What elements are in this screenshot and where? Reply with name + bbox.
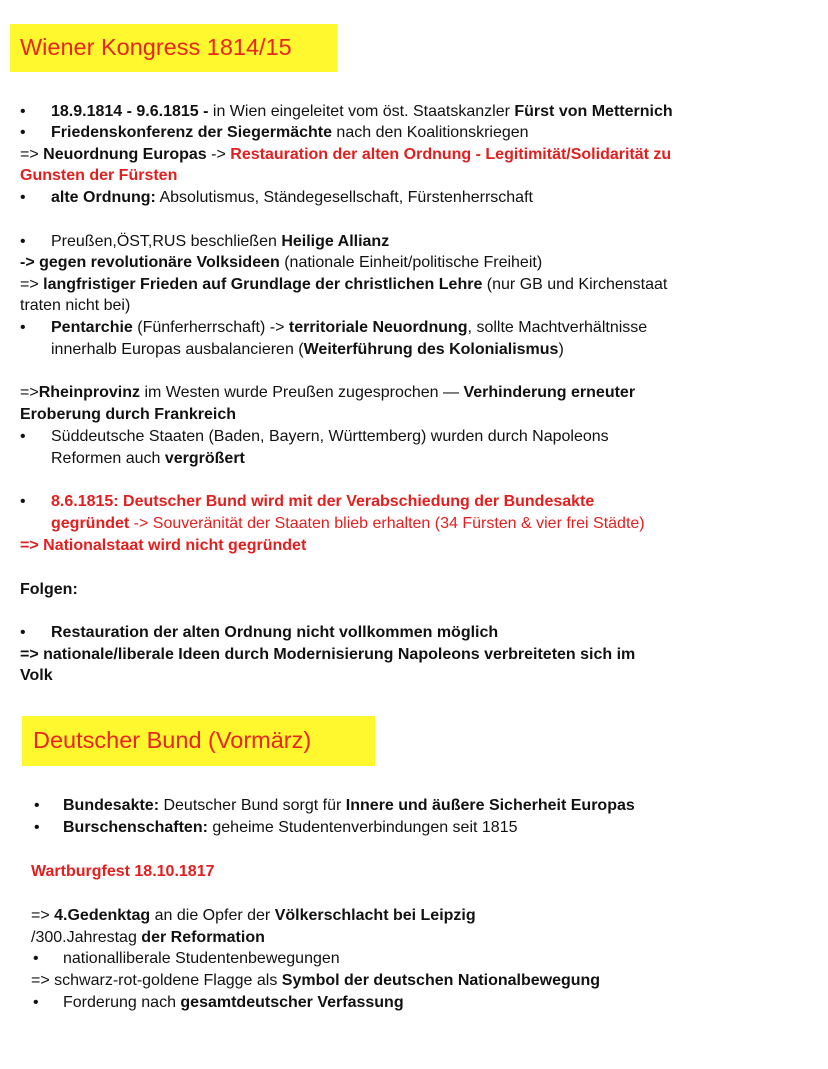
line-restauration: Restauration der alten Ordnung nicht vollkommen möglich [51,624,499,641]
text: an die Opfer der [150,907,275,924]
bullet: • [33,994,39,1011]
line-volk: Volk [20,667,53,684]
line-eroberung: Eroberung durch Frankreich [20,406,237,423]
text: (nur GB und Kirchenstaat [482,276,668,293]
text-bold: Weiterführung des Kolonialismus [303,341,559,358]
bullet: • [20,493,26,510]
line-burschenschaften [63,817,518,838]
section-heading-deutscher-bund [22,716,375,766]
text-bold: Völkerschlacht bei Leipzig [274,907,476,924]
text: Absolutismus, Ständegesellschaft, Fürstenherrschaft [155,189,533,206]
wartburgfest-label: Wartburgfest 18.10.1817 [31,863,215,880]
line-rheinprovinz [20,382,635,403]
text: /300.Jahrestag [31,929,142,946]
text: Forderung nach [63,994,181,1011]
line-alte-ordnung [51,187,533,208]
text: Deutscher Bund sorgt für [159,797,346,814]
text-bold: der Reformation [141,929,265,946]
text: geheime Studentenverbindungen seit 1815 [207,819,518,836]
line-ausbalancieren [51,339,564,360]
line-jahrestag [31,927,265,948]
line-gunsten: Gunsten der Fürsten [20,167,178,184]
bullet: • [34,797,40,814]
line-verfassung [63,992,404,1013]
text-bold: alte Ordnung: [51,189,156,206]
line-ideen: => nationale/liberale Ideen durch Modernisierung Napoleons verbreiteten sich im [20,646,636,663]
text: nach den Koalitionskriegen [331,124,529,141]
text: innerhalb Europas ausbalancieren ( [51,341,304,358]
text: in Wien eingeleitet vom öst. Staatskanzler [208,103,515,120]
heading-text: Deutscher Bund (Vormärz) [33,727,312,754]
text: => [20,276,44,293]
text-bold: gesamtdeutscher Verfassung [180,994,404,1011]
text-bold: gegründet [51,515,130,532]
text-bold: langfristiger Frieden auf Grundlage der christlichen Lehre [43,276,483,293]
text-bold: Bundesakte: [63,797,160,814]
text-bold: 18.9.1814 - 9.6.1815 - [51,103,209,120]
bullet: • [20,624,26,641]
bullet: • [20,189,26,206]
text: im Westen wurde Preußen zugesprochen — [140,384,464,401]
line-dates [51,101,673,122]
text: (nationale Einheit/politische Freiheit) [279,254,543,271]
line-sueddeutsche: Süddeutsche Staaten (Baden, Bayern, Württemberg) wurden durch Napoleons [51,428,609,445]
section-heading-wiener-kongress [10,24,337,72]
text-bold: Fürst von Metternich [514,103,673,120]
line-reformen [51,448,245,469]
text: (Fünferherrschaft) -> [132,319,289,336]
line-neuordnung [20,144,671,165]
line-heilige-allianz [51,231,389,252]
line-traten: traten nicht bei) [20,297,131,314]
text: => [20,384,39,401]
heading-text: Wiener Kongress 1814/15 [20,34,292,61]
text: => [31,907,55,924]
text-bold: Verhinderung erneuter [463,384,636,401]
line-deutscher-bund: 8.6.1815: Deutscher Bund wird mit der Verabschiedung der Bundesakte [51,493,595,510]
bullet: • [20,428,26,445]
line-gegruendet [51,513,645,534]
text: ) [558,341,564,358]
bullet: • [20,103,26,120]
line-friedenskonferenz [51,122,529,143]
line-frieden [20,274,667,295]
text: Reformen auch [51,450,165,467]
text: , sollte Machtverhältnisse [467,319,648,336]
line-studentenbewegungen: nationalliberale Studentenbewegungen [63,950,340,967]
line-flagge [31,970,600,991]
text-bold: territoriale Neuordnung [288,319,468,336]
text: => [20,146,44,163]
text-bold: Heilige Allianz [281,233,390,250]
text-bold: Friedenskonferenz der Siegermächte [51,124,332,141]
line-nationalstaat: => Nationalstaat wird nicht gegründet [20,537,307,554]
folgen-label: Folgen: [20,581,78,598]
text: -> Souveränität der Staaten blieb erhalten (34 Fürsten & vier frei Städte) [129,515,645,532]
line-gedenktag [31,905,476,926]
bullet: • [20,319,26,336]
text-bold: Neuordnung Europas [43,146,207,163]
text-red-bold: Restauration der alten Ordnung - Legitimität/Solidarität zu [230,146,672,163]
text-bold: Rheinprovinz [38,384,141,401]
line-pentarchie [51,317,647,338]
text: Preußen,ÖST,RUS beschließen [51,233,282,250]
line-bundesakte [63,795,635,816]
bullet: • [33,950,39,967]
text-bold: Burschenschaften: [63,819,208,836]
text: -> [206,146,231,163]
text-bold: -> gegen revolutionäre Volksideen [20,254,280,271]
text-bold: Symbol der deutschen Nationalbewegung [281,972,601,989]
text-bold: Pentarchie [51,319,133,336]
text-bold: Innere und äußere Sicherheit Europas [345,797,635,814]
text-bold: 4.Gedenktag [54,907,151,924]
text-bold: vergrößert [164,450,245,467]
line-volksideen [20,252,542,273]
bullet: • [20,124,26,141]
bullet: • [20,233,26,250]
text: => schwarz-rot-goldene Flagge als [31,972,282,989]
bullet: • [34,819,40,836]
